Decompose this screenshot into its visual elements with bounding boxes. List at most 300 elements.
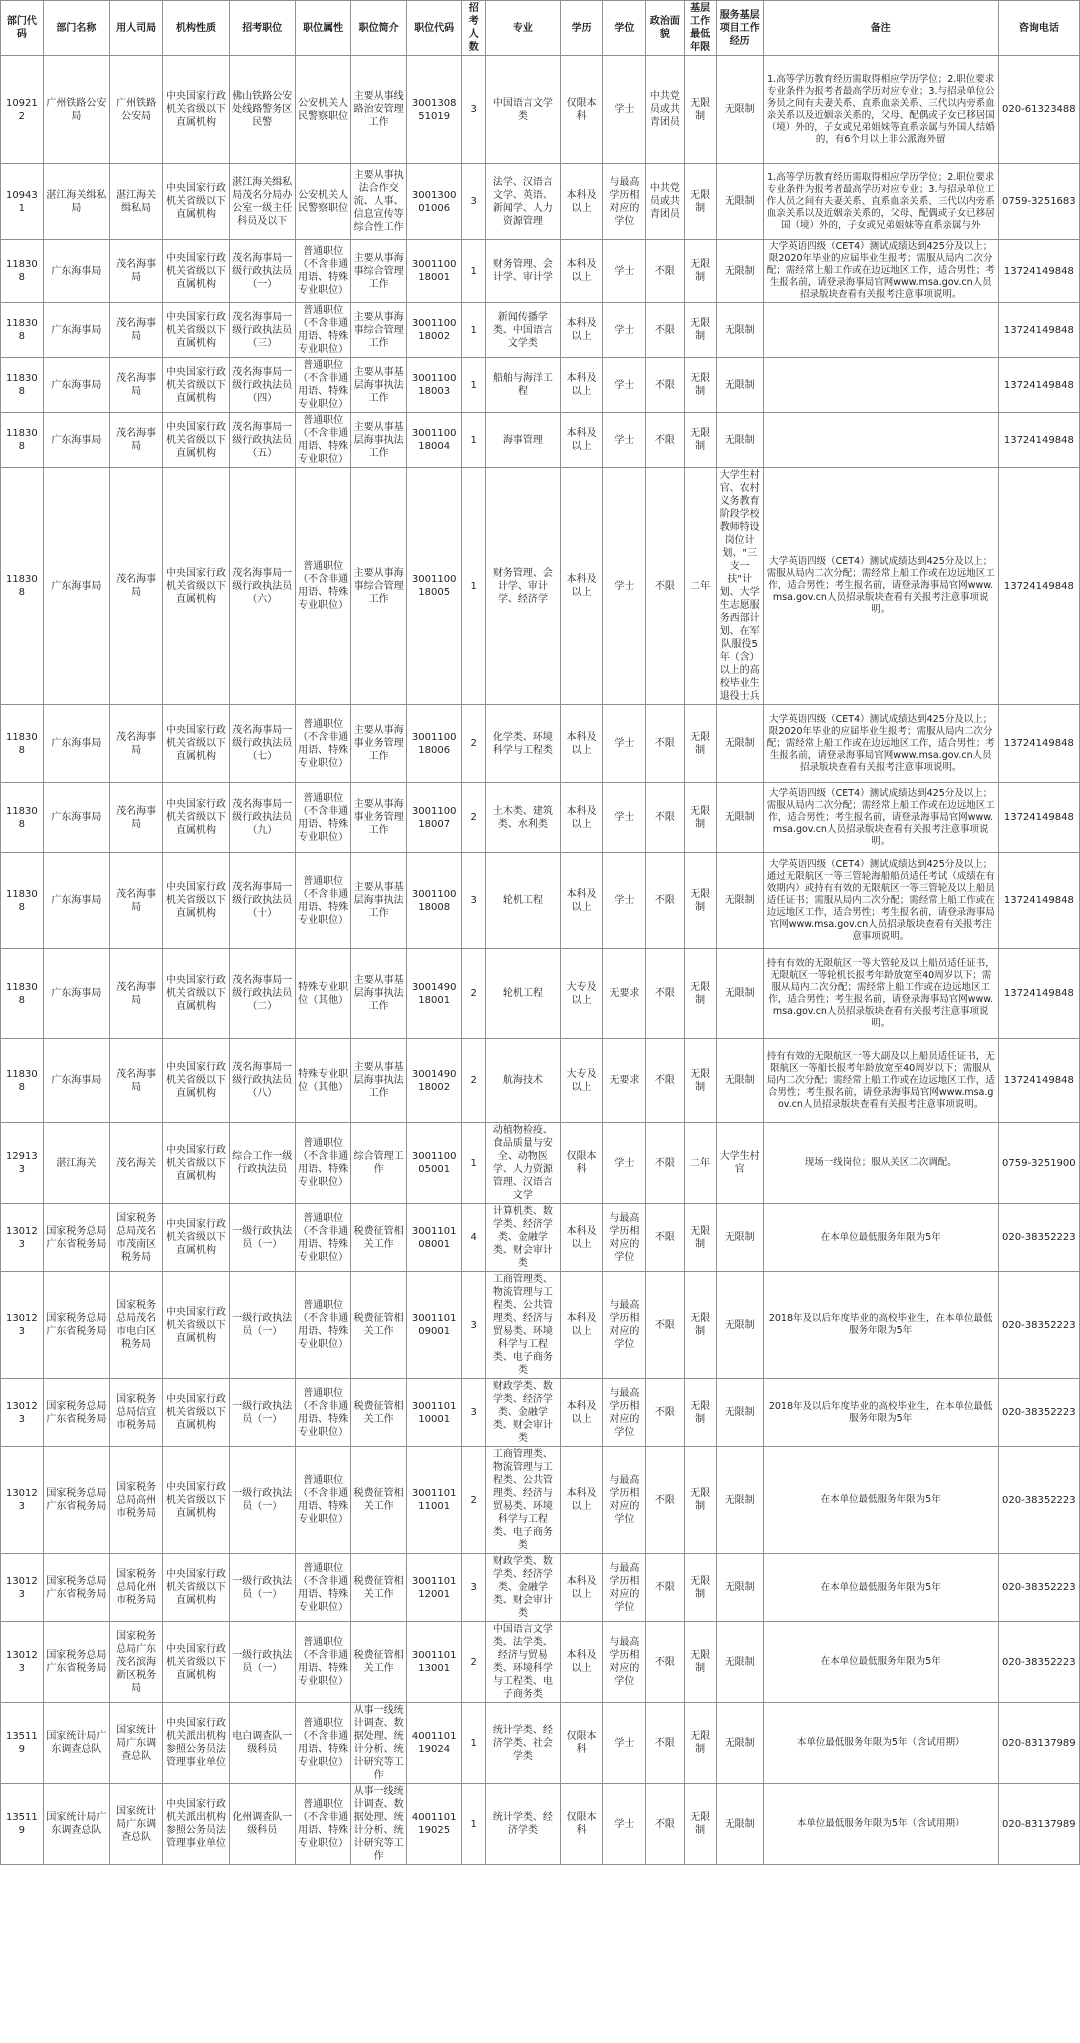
header-hiring-bureau: 用人司局	[109, 1, 162, 56]
cell-major: 动植物检疫、食品质量与安全、动物医学、人力资源管理、汉语言文学	[485, 1123, 560, 1204]
cell-major: 新闻传播学类、中国语言文学类	[485, 303, 560, 358]
cell-headcount: 2	[462, 949, 486, 1039]
table-row	[1, 1622, 1080, 1703]
cell-org-type: 中央国家行政机关省级以下直属机构	[163, 164, 229, 240]
cell-major: 化学类、环境科学与工程类	[485, 705, 560, 783]
cell-position-intro: 税费征管相关工作	[351, 1622, 407, 1703]
cell-phone: 13724149848	[998, 705, 1079, 783]
cell-dept-name: 广东海事局	[43, 468, 109, 705]
cell-position-code: 300110018005	[406, 468, 462, 705]
cell-min-grassroots-years: 无限制	[684, 1272, 716, 1379]
cell-org-type: 中央国家行政机关省级以下直属机构	[163, 1554, 229, 1622]
cell-headcount: 1	[462, 468, 486, 705]
cell-org-type: 中央国家行政机关省级以下直属机构	[163, 1622, 229, 1703]
cell-position-type: 公安机关人民警察职位	[295, 164, 351, 240]
cell-min-grassroots-years: 二年	[684, 1123, 716, 1204]
cell-position-code: 300110111001	[406, 1447, 462, 1554]
cell-political-status: 不限	[646, 783, 684, 853]
table-row	[1, 1554, 1080, 1622]
cell-political-status: 不限	[646, 1123, 684, 1204]
cell-position-type: 特殊专业职位（其他）	[295, 1039, 351, 1123]
cell-position-intro: 从事一线统计调查、数据处理、统计分析、统计研究等工作	[351, 1784, 407, 1865]
cell-position: 一级行政执法员（一）	[229, 1379, 295, 1447]
cell-position-code: 300149018002	[406, 1039, 462, 1123]
cell-grassroots-experience: 无限制	[716, 1447, 763, 1554]
cell-major: 财务管理、会计学、审计学	[485, 240, 560, 303]
cell-degree: 与最高学历相对应的学位	[603, 1204, 646, 1272]
cell-position-code: 300110018007	[406, 783, 462, 853]
cell-major: 船舶与海洋工程	[485, 358, 560, 413]
cell-political-status: 不限	[646, 468, 684, 705]
cell-degree: 学士	[603, 413, 646, 468]
cell-political-status: 不限	[646, 705, 684, 783]
cell-degree: 学士	[603, 303, 646, 358]
cell-remarks: 大学英语四级（CET4）测试成绩达到425分及以上；通过无限航区一等三管轮海船船员适任考试（成绩在有效期内）或持有有效的无限航区一等三管轮及以上船员适任证书；需服从局内二次分配；需经常上船工作或在边远地区工作，适合男性；考生报名前，请登录海事局官网www.msa.gov.cn人员招录版块查看有关报考注意事项说明。	[763, 853, 998, 949]
cell-position: 茂名海事局一级行政执法员（五）	[229, 413, 295, 468]
cell-degree: 学士	[603, 358, 646, 413]
cell-position-type: 普通职位（不含非通用语、特殊专业职位）	[295, 783, 351, 853]
cell-dept-code: 118308	[1, 949, 44, 1039]
cell-grassroots-experience: 无限制	[716, 240, 763, 303]
table-row	[1, 853, 1080, 949]
cell-education: 仅限本科	[560, 1123, 603, 1204]
cell-hiring-bureau: 广州铁路公安局	[109, 56, 162, 164]
cell-headcount: 2	[462, 1039, 486, 1123]
cell-dept-name: 广东海事局	[43, 358, 109, 413]
table-row	[1, 1039, 1080, 1123]
header-position: 招考职位	[229, 1, 295, 56]
cell-hiring-bureau: 国家统计局广东调查总队	[109, 1703, 162, 1784]
cell-phone: 020-38352223	[998, 1272, 1079, 1379]
cell-headcount: 3	[462, 56, 486, 164]
cell-remarks: 大学英语四级（CET4）测试成绩达到425分及以上；需服从局内二次分配；需经常上船工作或在边远地区工作，适合男性；考生报名前，请登录海事局官网www.msa.gov.cn人员招录版块查看有关报考注意事项说明。	[763, 468, 998, 705]
cell-dept-code: 109431	[1, 164, 44, 240]
table-row	[1, 1123, 1080, 1204]
cell-education: 本科及以上	[560, 853, 603, 949]
cell-position-intro: 税费征管相关工作	[351, 1554, 407, 1622]
cell-dept-name: 国家税务总局广东省税务局	[43, 1272, 109, 1379]
cell-position-type: 普通职位（不含非通用语、特殊专业职位）	[295, 1703, 351, 1784]
header-phone: 咨询电话	[998, 1, 1079, 56]
cell-hiring-bureau: 茂名海事局	[109, 1039, 162, 1123]
cell-hiring-bureau: 湛江海关缉私局	[109, 164, 162, 240]
cell-grassroots-experience: 无限制	[716, 853, 763, 949]
cell-min-grassroots-years: 无限制	[684, 705, 716, 783]
cell-min-grassroots-years: 无限制	[684, 1039, 716, 1123]
cell-org-type: 中央国家行政机关省级以下直属机构	[163, 468, 229, 705]
cell-dept-code: 118308	[1, 303, 44, 358]
cell-dept-code: 130123	[1, 1554, 44, 1622]
cell-grassroots-experience: 无限制	[716, 1272, 763, 1379]
cell-political-status: 不限	[646, 413, 684, 468]
cell-position-code: 300110108001	[406, 1204, 462, 1272]
cell-grassroots-experience: 无限制	[716, 1204, 763, 1272]
cell-min-grassroots-years: 无限制	[684, 1447, 716, 1554]
cell-political-status: 不限	[646, 1039, 684, 1123]
cell-political-status: 不限	[646, 1554, 684, 1622]
cell-remarks	[763, 303, 998, 358]
table-row	[1, 413, 1080, 468]
cell-position: 茂名海事局一级行政执法员（九）	[229, 783, 295, 853]
cell-political-status: 不限	[646, 949, 684, 1039]
cell-position-intro: 综合管理工作	[351, 1123, 407, 1204]
cell-remarks: 大学英语四级（CET4）测试成绩达到425分及以上；限2020年毕业的应届毕业生报考；需服从局内二次分配；需经常上船工作或在边远地区工作，适合男性；考生报名前，请登录海事局官网www.msa.gov.cn人员招录版块查看有关报考注意事项说明。	[763, 240, 998, 303]
cell-grassroots-experience: 无限制	[716, 949, 763, 1039]
cell-grassroots-experience: 无限制	[716, 303, 763, 358]
cell-org-type: 中央国家行政机关派出机构参照公务员法管理事业单位	[163, 1703, 229, 1784]
cell-min-grassroots-years: 无限制	[684, 358, 716, 413]
cell-phone: 020-83137989	[998, 1784, 1079, 1865]
cell-education: 本科及以上	[560, 1204, 603, 1272]
cell-grassroots-experience: 大学生村官、农村义务教育阶段学校教师特设岗位计划、"三支一扶"计划、大学生志愿服务西部计划、在军队服役5年（含）以上的高校毕业生退役士兵	[716, 468, 763, 705]
cell-hiring-bureau: 国家统计局广东调查总队	[109, 1784, 162, 1865]
cell-political-status: 不限	[646, 1622, 684, 1703]
header-row	[1, 1, 1080, 56]
cell-political-status: 不限	[646, 1784, 684, 1865]
cell-headcount: 1	[462, 413, 486, 468]
cell-dept-name: 广东海事局	[43, 705, 109, 783]
cell-dept-code: 118308	[1, 468, 44, 705]
cell-position-intro: 从事一线统计调查、数据处理、统计分析、统计研究等工作	[351, 1703, 407, 1784]
cell-position-type: 普通职位（不含非通用语、特殊专业职位）	[295, 240, 351, 303]
cell-degree: 学士	[603, 1703, 646, 1784]
cell-education: 本科及以上	[560, 783, 603, 853]
cell-remarks: 持有有效的无限航区一等大副及以上船员适任证书，无限航区一等船长报考年龄放宽至40周岁以下；需服从局内二次分配；需经常上船工作或在边远地区工作，适合男性；考生报名前，请登录海事局官网www.msa.gov.cn人员招录版块查看有关报考注意事项说明。	[763, 1039, 998, 1123]
table-row	[1, 1447, 1080, 1554]
cell-grassroots-experience: 无限制	[716, 783, 763, 853]
cell-dept-code: 118308	[1, 413, 44, 468]
cell-education: 本科及以上	[560, 1447, 603, 1554]
cell-position: 茂名海事局一级行政执法员（二）	[229, 949, 295, 1039]
cell-dept-code: 118308	[1, 705, 44, 783]
cell-phone: 0759-3251683	[998, 164, 1079, 240]
cell-headcount: 2	[462, 783, 486, 853]
cell-remarks: 在本单位最低服务年限为5年	[763, 1447, 998, 1554]
cell-major: 财务管理、会计学、审计学、经济学	[485, 468, 560, 705]
cell-min-grassroots-years: 无限制	[684, 1784, 716, 1865]
header-major: 专业	[485, 1, 560, 56]
cell-hiring-bureau: 茂名海事局	[109, 705, 162, 783]
cell-political-status: 不限	[646, 1204, 684, 1272]
cell-headcount: 1	[462, 1703, 486, 1784]
cell-hiring-bureau: 国家税务总局茂名市茂南区税务局	[109, 1204, 162, 1272]
cell-grassroots-experience: 无限制	[716, 1784, 763, 1865]
cell-dept-name: 广东海事局	[43, 303, 109, 358]
cell-dept-name: 广东海事局	[43, 413, 109, 468]
cell-major: 轮机工程	[485, 949, 560, 1039]
header-org-type: 机构性质	[163, 1, 229, 56]
cell-remarks: 在本单位最低服务年限为5年	[763, 1622, 998, 1703]
cell-education: 本科及以上	[560, 164, 603, 240]
cell-position-type: 公安机关人民警察职位	[295, 56, 351, 164]
cell-dept-name: 广东海事局	[43, 783, 109, 853]
cell-grassroots-experience: 大学生村官	[716, 1123, 763, 1204]
cell-hiring-bureau: 国家税务总局信宜市税务局	[109, 1379, 162, 1447]
cell-education: 本科及以上	[560, 1554, 603, 1622]
table-row	[1, 468, 1080, 705]
cell-position-type: 特殊专业职位（其他）	[295, 949, 351, 1039]
cell-headcount: 3	[462, 853, 486, 949]
cell-political-status: 中共党员或共青团员	[646, 164, 684, 240]
cell-phone: 13724149848	[998, 240, 1079, 303]
cell-position-intro: 主要从事基层海事执法工作	[351, 413, 407, 468]
cell-major: 中国语言文学类	[485, 56, 560, 164]
cell-headcount: 3	[462, 164, 486, 240]
cell-hiring-bureau: 茂名海关	[109, 1123, 162, 1204]
cell-position-type: 普通职位（不含非通用语、特殊专业职位）	[295, 1123, 351, 1204]
cell-position-code: 300130851019	[406, 56, 462, 164]
cell-position-intro: 主要从事基层海事执法工作	[351, 949, 407, 1039]
cell-min-grassroots-years: 无限制	[684, 56, 716, 164]
cell-dept-name: 国家税务总局广东省税务局	[43, 1204, 109, 1272]
cell-org-type: 中央国家行政机关省级以下直属机构	[163, 1204, 229, 1272]
cell-hiring-bureau: 国家税务总局广东茂名滨海新区税务局	[109, 1622, 162, 1703]
cell-education: 本科及以上	[560, 1622, 603, 1703]
cell-hiring-bureau: 茂名海事局	[109, 783, 162, 853]
cell-position-type: 普通职位（不含非通用语、特殊专业职位）	[295, 303, 351, 358]
cell-position-code: 300110018004	[406, 413, 462, 468]
cell-org-type: 中央国家行政机关省级以下直属机构	[163, 1272, 229, 1379]
cell-education: 大专及以上	[560, 1039, 603, 1123]
cell-position-type: 普通职位（不含非通用语、特殊专业职位）	[295, 1447, 351, 1554]
cell-degree: 无要求	[603, 949, 646, 1039]
cell-org-type: 中央国家行政机关派出机构参照公务员法管理事业单位	[163, 1784, 229, 1865]
cell-position-intro: 税费征管相关工作	[351, 1379, 407, 1447]
cell-phone: 020-83137989	[998, 1703, 1079, 1784]
cell-phone: 13724149848	[998, 949, 1079, 1039]
cell-dept-name: 广东海事局	[43, 1039, 109, 1123]
cell-hiring-bureau: 国家税务总局化州市税务局	[109, 1554, 162, 1622]
cell-major: 工商管理类、物流管理与工程类、公共管理类、经济与贸易类、环境科学与工程类、电子商务类	[485, 1447, 560, 1554]
cell-grassroots-experience: 无限制	[716, 56, 763, 164]
cell-org-type: 中央国家行政机关省级以下直属机构	[163, 783, 229, 853]
cell-major: 中国语言文学类、法学类、经济与贸易类、环境科学与工程类、电子商务类	[485, 1622, 560, 1703]
cell-remarks: 现场一线岗位；服从关区二次调配。	[763, 1123, 998, 1204]
cell-remarks: 持有有效的无限航区一等大管轮及以上船员适任证书，无限航区一等轮机长报考年龄放宽至40周岁以下；需服从局内二次分配；需经常上船工作或在边远地区工作，适合男性；考生报名前，请登录海事局官网www.msa.gov.cn人员招录版块查看有关报考注意事项说明。	[763, 949, 998, 1039]
cell-headcount: 4	[462, 1204, 486, 1272]
cell-grassroots-experience: 无限制	[716, 1703, 763, 1784]
cell-remarks: 1.高等学历教育经历需取得相应学历学位；2.职位要求专业条件为报考者最高学历对应专业；3.与招录单位工作人员之间有夫妻关系、直系血亲关系、三代以内旁系血亲关系以及近姻亲关系的，父母、配偶或子女已移居国（境）外的，子女或兄弟姐妹等直系亲属与外	[763, 164, 998, 240]
cell-major: 工商管理类、物流管理与工程类、公共管理类、经济与贸易类、环境科学与工程类、电子商务类	[485, 1272, 560, 1379]
cell-position-type: 普通职位（不含非通用语、特殊专业职位）	[295, 1379, 351, 1447]
cell-grassroots-experience: 无限制	[716, 164, 763, 240]
cell-degree: 学士	[603, 705, 646, 783]
table-row	[1, 1703, 1080, 1784]
cell-min-grassroots-years: 无限制	[684, 303, 716, 358]
cell-hiring-bureau: 茂名海事局	[109, 468, 162, 705]
cell-min-grassroots-years: 无限制	[684, 1379, 716, 1447]
cell-phone: 13724149848	[998, 358, 1079, 413]
cell-education: 仅限本科	[560, 1784, 603, 1865]
table-row	[1, 56, 1080, 164]
cell-education: 本科及以上	[560, 413, 603, 468]
cell-org-type: 中央国家行政机关省级以下直属机构	[163, 413, 229, 468]
cell-hiring-bureau: 茂名海事局	[109, 358, 162, 413]
cell-political-status: 中共党员或共青团员	[646, 56, 684, 164]
cell-position-code: 300110112001	[406, 1554, 462, 1622]
cell-remarks: 本单位最低服务年限为5年（含试用期）	[763, 1703, 998, 1784]
cell-education: 本科及以上	[560, 705, 603, 783]
cell-position: 一级行政执法员（一）	[229, 1554, 295, 1622]
cell-min-grassroots-years: 无限制	[684, 1622, 716, 1703]
cell-position: 湛江海关缉私局茂名分局办公室一级主任科员及以下	[229, 164, 295, 240]
cell-phone: 13724149848	[998, 303, 1079, 358]
cell-org-type: 中央国家行政机关省级以下直属机构	[163, 56, 229, 164]
cell-degree: 学士	[603, 56, 646, 164]
cell-grassroots-experience: 无限制	[716, 358, 763, 413]
table-row	[1, 1272, 1080, 1379]
table-row	[1, 949, 1080, 1039]
cell-position-intro: 主要从事海事业务管理工作	[351, 705, 407, 783]
cell-headcount: 1	[462, 1784, 486, 1865]
cell-major: 统计学类、经济学类	[485, 1784, 560, 1865]
table-row	[1, 240, 1080, 303]
cell-min-grassroots-years: 无限制	[684, 413, 716, 468]
cell-degree: 学士	[603, 783, 646, 853]
cell-headcount: 1	[462, 358, 486, 413]
cell-position-code: 400110119024	[406, 1703, 462, 1784]
header-headcount: 招考人数	[462, 1, 486, 56]
cell-degree: 与最高学历相对应的学位	[603, 1272, 646, 1379]
cell-position-code: 300110018006	[406, 705, 462, 783]
cell-headcount: 1	[462, 240, 486, 303]
cell-min-grassroots-years: 无限制	[684, 1703, 716, 1784]
cell-headcount: 1	[462, 1123, 486, 1204]
cell-position: 茂名海事局一级行政执法员（十）	[229, 853, 295, 949]
cell-position-code: 300110005001	[406, 1123, 462, 1204]
cell-min-grassroots-years: 二年	[684, 468, 716, 705]
cell-political-status: 不限	[646, 303, 684, 358]
cell-grassroots-experience: 无限制	[716, 1039, 763, 1123]
cell-position-code: 300110110001	[406, 1379, 462, 1447]
cell-headcount: 2	[462, 1622, 486, 1703]
cell-education: 本科及以上	[560, 1379, 603, 1447]
cell-min-grassroots-years: 无限制	[684, 164, 716, 240]
cell-political-status: 不限	[646, 853, 684, 949]
cell-grassroots-experience: 无限制	[716, 1554, 763, 1622]
cell-phone: 020-38352223	[998, 1554, 1079, 1622]
cell-dept-name: 国家税务总局广东省税务局	[43, 1622, 109, 1703]
cell-position-code: 300110113001	[406, 1622, 462, 1703]
cell-min-grassroots-years: 无限制	[684, 783, 716, 853]
table-row	[1, 164, 1080, 240]
cell-degree: 与最高学历相对应的学位	[603, 1447, 646, 1554]
cell-phone: 020-38352223	[998, 1622, 1079, 1703]
cell-education: 本科及以上	[560, 358, 603, 413]
cell-dept-name: 国家统计局广东调查总队	[43, 1784, 109, 1865]
cell-position-type: 普通职位（不含非通用语、特殊专业职位）	[295, 1204, 351, 1272]
cell-phone: 020-38352223	[998, 1204, 1079, 1272]
cell-position-code: 300130001006	[406, 164, 462, 240]
cell-phone: 13724149848	[998, 413, 1079, 468]
cell-position: 综合工作一级行政执法员	[229, 1123, 295, 1204]
cell-min-grassroots-years: 无限制	[684, 240, 716, 303]
cell-org-type: 中央国家行政机关省级以下直属机构	[163, 705, 229, 783]
cell-phone: 13724149848	[998, 468, 1079, 705]
cell-min-grassroots-years: 无限制	[684, 1204, 716, 1272]
cell-org-type: 中央国家行政机关省级以下直属机构	[163, 1123, 229, 1204]
cell-position: 茂名海事局一级行政执法员（六）	[229, 468, 295, 705]
cell-position-type: 普通职位（不含非通用语、特殊专业职位）	[295, 413, 351, 468]
cell-grassroots-experience: 无限制	[716, 413, 763, 468]
cell-major: 统计学类、经济学类、社会学类	[485, 1703, 560, 1784]
cell-dept-code: 130123	[1, 1447, 44, 1554]
header-dept-code: 部门代码	[1, 1, 44, 56]
cell-dept-name: 国家税务总局广东省税务局	[43, 1554, 109, 1622]
cell-dept-name: 湛江海关缉私局	[43, 164, 109, 240]
cell-position: 茂名海事局一级行政执法员（三）	[229, 303, 295, 358]
cell-org-type: 中央国家行政机关省级以下直属机构	[163, 1039, 229, 1123]
cell-position-code: 300110018001	[406, 240, 462, 303]
cell-phone: 13724149848	[998, 853, 1079, 949]
cell-degree: 学士	[603, 1123, 646, 1204]
cell-position-intro: 主要从事海事综合管理工作	[351, 468, 407, 705]
cell-headcount: 1	[462, 303, 486, 358]
cell-dept-code: 118308	[1, 783, 44, 853]
cell-political-status: 不限	[646, 1447, 684, 1554]
cell-headcount: 2	[462, 705, 486, 783]
cell-org-type: 中央国家行政机关省级以下直属机构	[163, 240, 229, 303]
cell-phone: 020-38352223	[998, 1379, 1079, 1447]
cell-major: 土木类、建筑类、水利类	[485, 783, 560, 853]
cell-dept-code: 130123	[1, 1204, 44, 1272]
cell-major: 航海技术	[485, 1039, 560, 1123]
cell-hiring-bureau: 国家税务总局茂名市电白区税务局	[109, 1272, 162, 1379]
cell-remarks: 2018年及以后年度毕业的高校毕业生，在本单位最低服务年限为5年	[763, 1272, 998, 1379]
cell-education: 仅限本科	[560, 56, 603, 164]
cell-dept-name: 国家税务总局广东省税务局	[43, 1379, 109, 1447]
cell-position: 电白调查队一级科员	[229, 1703, 295, 1784]
cell-dept-name: 广东海事局	[43, 853, 109, 949]
cell-dept-code: 130123	[1, 1622, 44, 1703]
cell-grassroots-experience: 无限制	[716, 1379, 763, 1447]
cell-grassroots-experience: 无限制	[716, 1622, 763, 1703]
cell-degree: 学士	[603, 468, 646, 705]
cell-org-type: 中央国家行政机关省级以下直属机构	[163, 358, 229, 413]
cell-dept-name: 湛江海关	[43, 1123, 109, 1204]
cell-position: 茂名海事局一级行政执法员（四）	[229, 358, 295, 413]
cell-position-intro: 主要从事海事综合管理工作	[351, 303, 407, 358]
cell-major: 海事管理	[485, 413, 560, 468]
cell-dept-code: 135119	[1, 1703, 44, 1784]
cell-education: 本科及以上	[560, 468, 603, 705]
cell-position-intro: 税费征管相关工作	[351, 1204, 407, 1272]
cell-remarks: 2018年及以后年度毕业的高校毕业生，在本单位最低服务年限为5年	[763, 1379, 998, 1447]
cell-major: 计算机类、数学类、经济学类、金融学类、财会审计类	[485, 1204, 560, 1272]
cell-grassroots-experience: 无限制	[716, 705, 763, 783]
cell-min-grassroots-years: 无限制	[684, 853, 716, 949]
cell-dept-code: 109212	[1, 56, 44, 164]
cell-position-intro: 主要从事基层海事执法工作	[351, 853, 407, 949]
table-row	[1, 358, 1080, 413]
cell-dept-code: 118308	[1, 358, 44, 413]
header-min-grassroots-years: 基层工作最低年限	[684, 1, 716, 56]
cell-position-intro: 主要从事海事业务管理工作	[351, 783, 407, 853]
cell-headcount: 3	[462, 1554, 486, 1622]
cell-remarks: 在本单位最低服务年限为5年	[763, 1554, 998, 1622]
cell-degree: 学士	[603, 240, 646, 303]
cell-degree: 学士	[603, 853, 646, 949]
cell-position-type: 普通职位（不含非通用语、特殊专业职位）	[295, 1622, 351, 1703]
header-position-type: 职位属性	[295, 1, 351, 56]
cell-dept-name: 广州铁路公安局	[43, 56, 109, 164]
table-row	[1, 1379, 1080, 1447]
cell-position-type: 普通职位（不含非通用语、特殊专业职位）	[295, 468, 351, 705]
cell-phone: 0759-3251900	[998, 1123, 1079, 1204]
cell-remarks	[763, 413, 998, 468]
cell-degree: 与最高学历相对应的学位	[603, 164, 646, 240]
cell-education: 仅限本科	[560, 1703, 603, 1784]
